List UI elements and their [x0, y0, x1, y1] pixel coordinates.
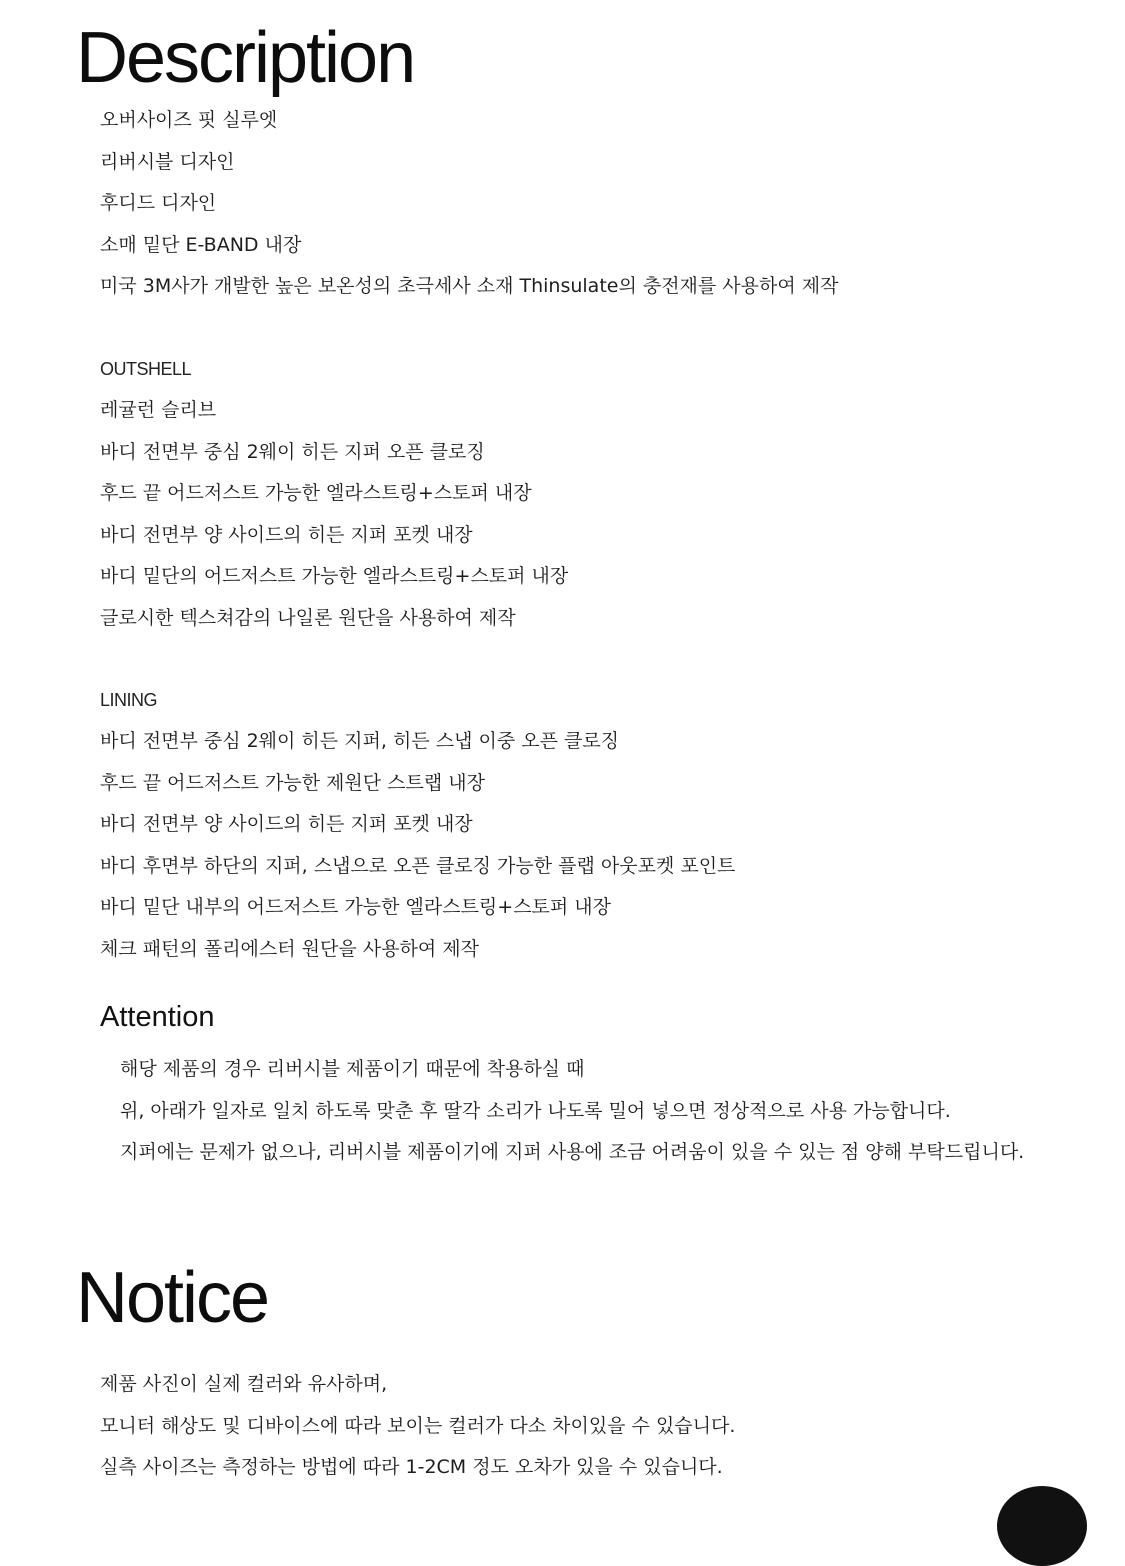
list-item: 바디 전면부 양 사이드의 히든 지퍼 포켓 내장	[100, 523, 473, 546]
list-item: 리버시블 디자인	[100, 150, 235, 173]
corner-decoration	[997, 1486, 1087, 1566]
list-item: 바디 전면부 양 사이드의 히든 지퍼 포켓 내장	[100, 813, 473, 835]
list-item: 위, 아래가 일자로 일치 하도록 맞춘 후 딸각 소리가 나도록 밀어 넣으면 정상적으로 사용 가능합니다.	[120, 1099, 951, 1122]
attention-list	[120, 1049, 1024, 1174]
list-item: 지퍼에는 문제가 없으나, 리버시블 제품이기에 지퍼 사용에 조금 어려움이 있을 수 있는 점 양해 부탁드립니다.	[120, 1141, 1025, 1163]
list-item: 후드 끝 어드저스트 가능한 엘라스트링+스토퍼 내장	[100, 482, 532, 504]
list-item: 후드 끝 어드저스트 가능한 제원단 스트랩 내장	[100, 771, 485, 794]
list-item: 소매 밑단 E-BAND 내장	[100, 233, 302, 256]
list-item: 모니터 해상도 및 디바이스에 따라 보이는 컬러가 다소 차이있을 수 있습니다.	[100, 1414, 736, 1437]
list-item: 레귤런 슬리브	[100, 399, 217, 421]
list-item: 글로시한 텍스쳐감의 나일론 원단을 사용하여 제작	[100, 606, 516, 629]
list-item: 체크 패턴의 폴리에스터 원단을 사용하여 제작	[100, 937, 479, 960]
lining-label: LINING	[100, 690, 158, 710]
notice-list	[100, 1364, 735, 1489]
description-title: Description	[76, 18, 415, 98]
description-list	[100, 100, 838, 308]
list-item: 오버사이즈 핏 실루엣	[100, 109, 278, 131]
list-item: 후디드 디자인	[100, 192, 217, 214]
list-item: 바디 밑단의 어드저스트 가능한 엘라스트링+스토퍼 내장	[100, 565, 569, 587]
list-item: 바디 전면부 중심 2웨이 히든 지퍼, 히든 스냅 이중 오픈 클로징	[100, 730, 620, 752]
list-item: 해당 제품의 경우 리버시블 제품이기 때문에 착용하실 때	[120, 1058, 585, 1080]
list-item: 실측 사이즈는 측정하는 방법에 따라 1-2CM 정도 오차가 있을 수 있습니다.	[100, 1456, 723, 1478]
lining-list	[100, 721, 735, 970]
list-item: 미국 3M사가 개발한 높은 보온성의 초극세사 소재 Thinsulate의 충전재를 사용하여 제작	[100, 275, 839, 297]
outshell-label: OUTSHELL	[100, 359, 192, 379]
notice-title: Notice	[76, 1258, 269, 1338]
list-item: 바디 밑단 내부의 어드저스트 가능한 엘라스트링+스토퍼 내장	[100, 896, 612, 918]
list-item: 바디 전면부 중심 2웨이 히든 지퍼 오픈 클로징	[100, 440, 485, 463]
outshell-list	[100, 390, 568, 639]
list-item: 바디 후면부 하단의 지퍼, 스냅으로 오픈 클로징 가능한 플랩 아웃포켓 포인트	[100, 854, 736, 877]
attention-title: Attention	[100, 1001, 215, 1033]
list-item: 제품 사진이 실제 컬러와 유사하며,	[100, 1373, 388, 1395]
